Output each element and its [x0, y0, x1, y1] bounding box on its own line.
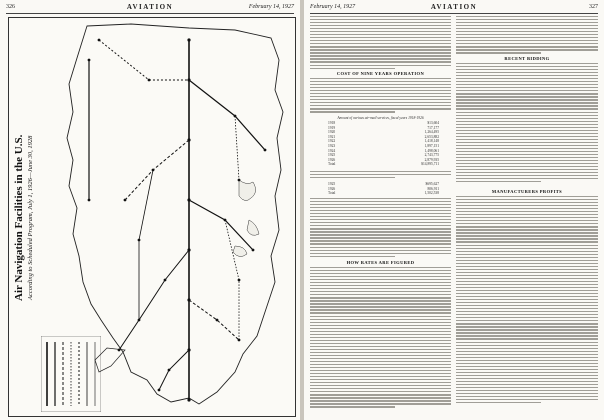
central-route — [225, 220, 239, 340]
left-page — [0, 0, 300, 420]
text-column-1 — [310, 16, 451, 416]
section-heading: MANUFACTURERS PROFITS — [491, 189, 563, 194]
lakes-north-route — [235, 116, 239, 180]
table-row: 1925 2,743,775 — [328, 153, 439, 158]
body-text-block — [310, 267, 451, 409]
body-text-block — [310, 16, 451, 71]
table-row: 1926 2,879,935 — [328, 157, 439, 162]
city-markers — [88, 38, 267, 401]
revenue-table — [310, 182, 451, 196]
atlantic-route — [159, 350, 189, 390]
map-title-block — [13, 78, 35, 358]
map-subtitle: According to Scheduled Program, July 1, 1926—June 30, 1928 — [27, 135, 34, 301]
issue-date: February 14, 1927 — [248, 4, 294, 10]
legend-swatches — [41, 336, 101, 412]
body-text-block — [456, 63, 598, 184]
right-page — [304, 0, 604, 420]
us-air-navigation-map — [8, 17, 296, 417]
northwest-route — [189, 80, 265, 150]
body-text-block — [310, 171, 451, 180]
body-text-block — [310, 198, 451, 259]
airway-routes — [89, 40, 265, 400]
great-lakes — [233, 180, 259, 257]
map-legend — [41, 336, 101, 412]
table-caption: Amount of various air-mail services, fiscal years 1918-1926 — [337, 116, 424, 120]
body-text-block — [456, 16, 598, 55]
section-heading: COST OF NINE YEARS OPERATION — [336, 71, 425, 76]
table-row: 1925 $695,627 — [328, 182, 439, 186]
body-text-block — [456, 196, 598, 405]
gulf-route — [139, 170, 153, 320]
header-rule — [310, 13, 598, 14]
southwest-route — [125, 140, 189, 200]
right-page-header — [310, 3, 598, 13]
page-number: 326 — [6, 4, 15, 10]
table-total-row: Total 1,502,538 — [328, 191, 439, 196]
body-text-block — [310, 78, 451, 114]
map-title: Air Navigation Facilities in the U.S. — [13, 134, 25, 302]
section-heading: HOW RATES ARE FIGURED — [346, 260, 415, 265]
cost-table — [310, 116, 451, 167]
lakes-route — [189, 200, 253, 250]
table-row: 1926 806,911 — [328, 186, 439, 191]
page-number: 327 — [589, 4, 598, 10]
left-page-header — [6, 3, 294, 13]
magazine-name: AVIATION — [126, 3, 174, 11]
section-heading: RECENT BIDDING — [504, 56, 550, 61]
table-row: 1922 1,418,148 — [328, 139, 439, 144]
table-row: 1920 1,264,495 — [328, 130, 439, 135]
table-row: 1923 1,897,151 — [328, 143, 439, 148]
table-row: 1924 1,498,061 — [328, 148, 439, 153]
header-rule — [6, 13, 294, 14]
table-row: 1919 717,177 — [328, 125, 439, 130]
table-row: 1918 $13,604 — [328, 121, 439, 125]
magazine-name: AVIATION — [430, 3, 478, 11]
table-row: 1921 2,653,882 — [328, 134, 439, 139]
eastern-route — [189, 300, 239, 340]
issue-date: February 14, 1927 — [310, 4, 356, 10]
pacific-route — [99, 40, 189, 80]
table-total-row: Total $14,895,711 — [328, 162, 439, 167]
text-column-2 — [456, 16, 598, 416]
southern-route — [119, 250, 189, 350]
